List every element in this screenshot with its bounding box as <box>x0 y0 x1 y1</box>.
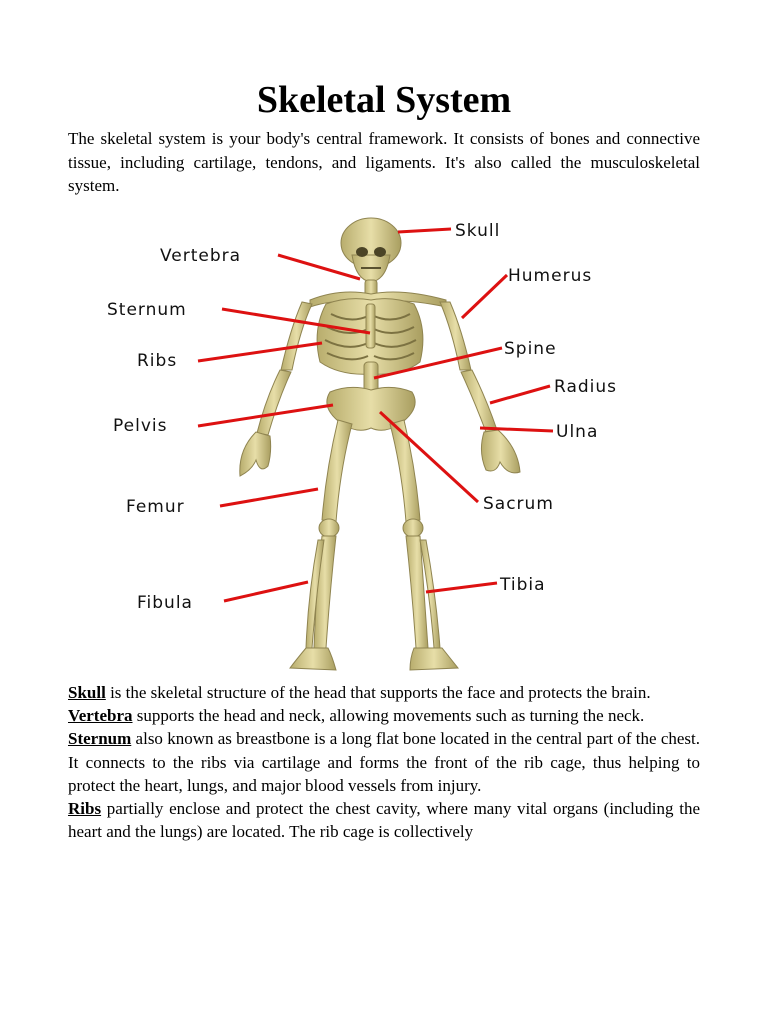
eye-socket-left <box>356 247 368 257</box>
term-sternum: Sternum <box>68 729 132 749</box>
label-skull: Skull <box>455 221 501 241</box>
label-vertebra: Vertebra <box>160 246 242 266</box>
right-foot <box>410 648 458 670</box>
definition-sternum <box>68 727 700 797</box>
left-humerus <box>281 302 312 370</box>
term-vertebra: Vertebra <box>68 706 133 726</box>
left-forearm <box>257 370 291 435</box>
left-femur <box>322 420 352 522</box>
right-hand <box>481 430 520 473</box>
eye-socket-right <box>374 247 386 257</box>
label-sternum: Sternum <box>107 300 187 320</box>
right-kneecap <box>403 519 423 537</box>
label-tibia: Tibia <box>500 575 546 595</box>
label-sacrum: Sacrum <box>483 494 554 514</box>
term-skull: Skull <box>68 683 106 702</box>
label-ulna: Ulna <box>556 422 599 442</box>
skeleton-diagram <box>90 212 650 674</box>
definition-text: partially enclose and protect the chest cavity, where many vital organs (including the heart and the lungs) are located. The rib cage is collectively <box>68 799 700 842</box>
label-radius: Radius <box>554 377 618 397</box>
sternum-bone <box>366 304 375 348</box>
label-fibula: Fibula <box>137 593 193 613</box>
left-kneecap <box>319 519 339 537</box>
label-humerus: Humerus <box>508 266 593 286</box>
definitions-list <box>68 681 700 843</box>
left-foot <box>290 648 336 670</box>
definition-text: also known as breastbone is a long flat bone located in the central part of the chest. It connects to the ribs via cartilage and forms the front of the rib cage, thus helping to protect the heart, lungs, and major blood vessels from injury. <box>68 729 700 795</box>
label-ribs: Ribs <box>137 351 178 371</box>
term-ribs: Ribs <box>68 799 102 819</box>
left-hand <box>240 432 271 476</box>
skeleton-illustration <box>240 218 520 670</box>
definition-ribs <box>68 797 700 843</box>
definition-skull <box>68 681 700 704</box>
definition-vertebra <box>68 704 700 727</box>
label-spine: Spine <box>504 339 557 359</box>
page-title: Skeletal System <box>256 79 512 121</box>
label-pelvis: Pelvis <box>113 416 168 436</box>
definition-text: supports the head and neck, allowing movements such as turning the neck. <box>132 706 645 726</box>
intro-paragraph: The skeletal system is your body's central framework. It consists of bones and connective tissue, including cartilage, tendons, and ligaments. It's also called the musculoskeletal system. <box>68 129 700 195</box>
label-femur: Femur <box>126 497 185 517</box>
definition-text: is the skeletal structure of the head that supports the face and protects the brain. <box>105 683 651 702</box>
